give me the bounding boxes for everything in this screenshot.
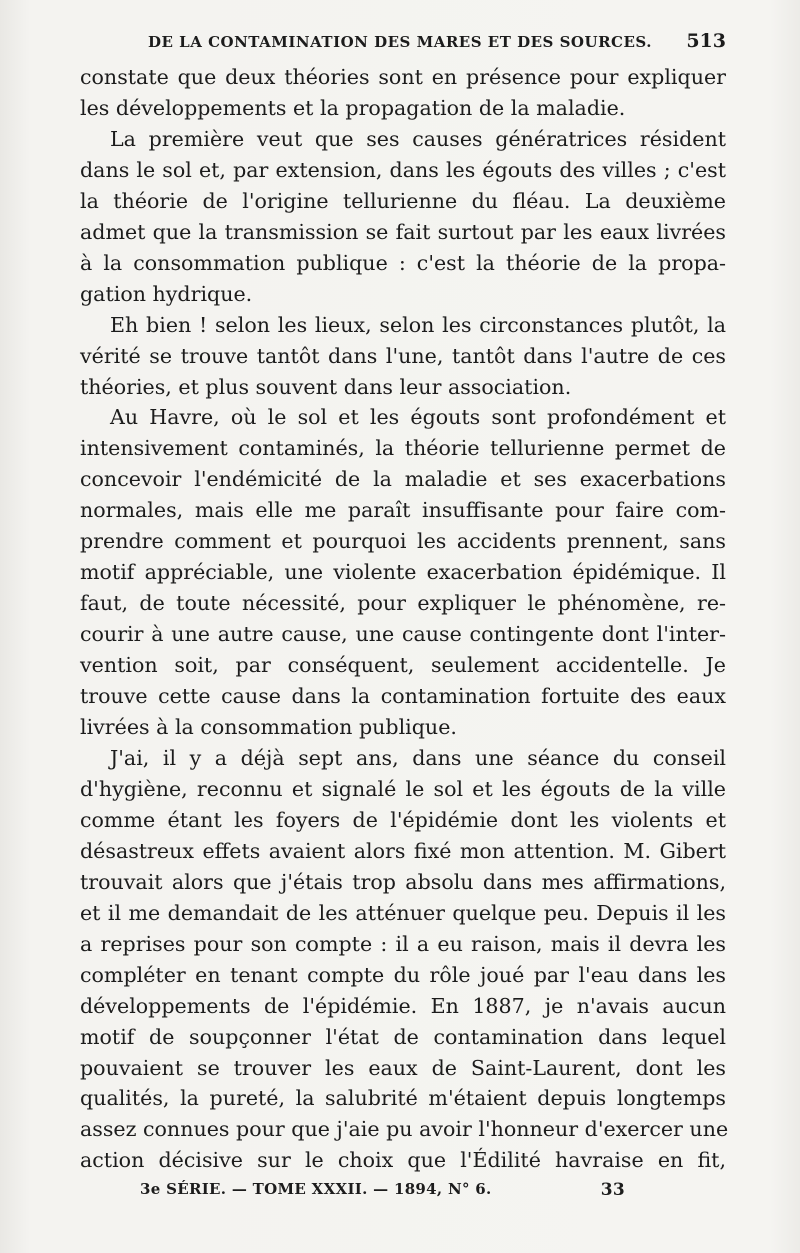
paragraph: [80, 310, 726, 403]
running-title: DE LA CONTAMINATION DES MARES ET DES SOURCES.: [148, 33, 652, 51]
text-line: prendre comment et pourquoi les accidents prennent, sans: [80, 529, 726, 554]
running-header: [148, 30, 726, 56]
text-line: La première veut que ses causes génératrices résident: [110, 126, 726, 151]
paragraph: [80, 402, 726, 742]
text-line: assez connues pour que j'aie pu avoir l'honneur d'exercer une: [80, 1117, 729, 1142]
text-line: trouve cette cause dans la contamination fortuite des eaux: [80, 684, 726, 709]
text-line: les développements et la propagation de la maladie.: [80, 95, 626, 120]
paragraph: [80, 124, 726, 310]
text-line: a reprises pour son compte : il a eu raison, mais il devra les: [80, 931, 726, 956]
text-line: courir à une autre cause, une cause contingente dont l'inter-: [80, 622, 726, 647]
text-line: la théorie de l'origine tellurienne du fléau. La deuxième: [80, 188, 726, 213]
text-line: qualités, la pureté, la salubrité m'étaient depuis longtemps: [80, 1086, 726, 1111]
text-line: motif de soupçonner l'état de contamination dans lequel: [80, 1024, 726, 1049]
text-line: action décisive sur le choix que l'Édilité havraise en fit,: [80, 1148, 726, 1173]
text-line: intensivement contaminés, la théorie tellurienne permet de: [80, 436, 726, 461]
page-footer: [140, 1180, 625, 1200]
text-line: Eh bien ! selon les lieux, selon les circonstances plutôt, la: [110, 312, 726, 337]
text-line: gation hydrique.: [80, 281, 253, 306]
text-line: théories, et plus souvent dans leur association.: [80, 374, 572, 399]
series-volume-line: 3e SÉRIE. — TOME XXXII. — 1894, N° 6.: [140, 1180, 492, 1198]
text-line: dans le sol et, par extension, dans les égouts des villes ; c'est: [80, 157, 726, 182]
page-number: 513: [686, 30, 726, 52]
text-line: normales, mais elle me paraît insuffisante pour faire com-: [80, 498, 726, 523]
text-line: vérité se trouve tantôt dans l'une, tantôt dans l'autre de ces: [80, 343, 726, 368]
text-line: et il me demandait de les atténuer quelque peu. Depuis il les: [80, 900, 726, 925]
text-line: admet que la transmission se fait surtout par les eaux livrées: [80, 219, 726, 244]
paragraph: [80, 743, 729, 1176]
text-line: développements de l'épidémie. En 1887, je n'avais aucun: [80, 993, 726, 1018]
text-line: motif appréciable, une violente exacerbation épidémique. Il: [80, 560, 726, 585]
text-line: J'ai, il y a déjà sept ans, dans une séance du conseil: [110, 745, 726, 770]
text-line: à la consommation publique : c'est la théorie de la propa-: [80, 250, 726, 275]
text-line: trouvait alors que j'étais trop absolu dans mes affirmations,: [80, 869, 726, 894]
text-line: constate que deux théories sont en présence pour expliquer: [80, 65, 726, 89]
body-text: [80, 62, 729, 1176]
text-line: d'hygiène, reconnu et signalé le sol et les égouts de la ville: [80, 776, 726, 801]
sheet-number: 33: [600, 1180, 625, 1200]
text-line: pouvaient se trouver les eaux de Saint-Laurent, dont les: [80, 1055, 726, 1080]
text-line: comme étant les foyers de l'épidémie dont les violents et: [80, 807, 726, 832]
text-line: vention soit, par conséquent, seulement accidentelle. Je: [80, 653, 726, 678]
text-line: concevoir l'endémicité de la maladie et ses exacerbations: [80, 467, 726, 492]
paragraph: [80, 62, 726, 124]
text-line: livrées à la consommation publique.: [80, 715, 457, 740]
text-line: compléter en tenant compte du rôle joué par l'eau dans les: [80, 962, 726, 987]
text-line: Au Havre, où le sol et les égouts sont profondément et: [110, 405, 726, 430]
text-line: faut, de toute nécessité, pour expliquer le phénomène, re-: [80, 591, 726, 616]
text-line: désastreux effets avaient alors fixé mon attention. M. Gibert: [80, 838, 726, 863]
